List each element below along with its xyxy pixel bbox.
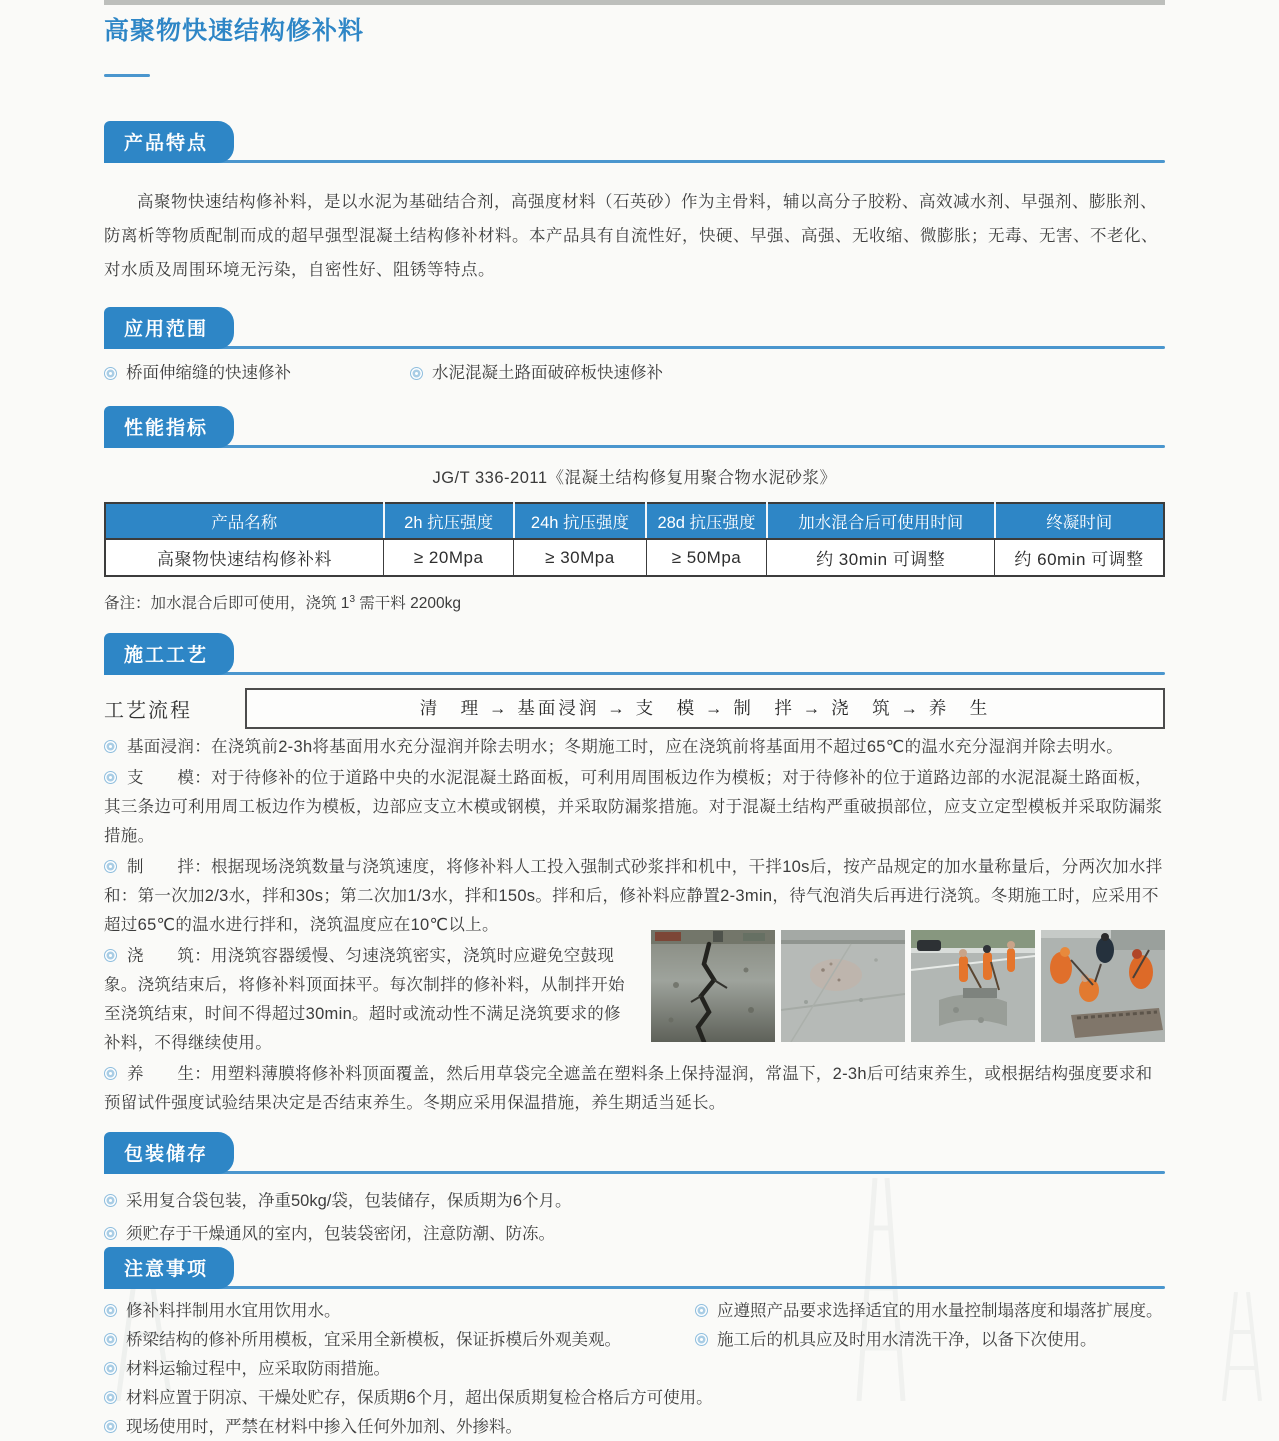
process-step-formwork <box>104 764 1165 851</box>
storage-item <box>104 1186 1165 1216</box>
storage-items <box>104 1186 1165 1249</box>
note-item <box>104 1413 1165 1441</box>
section-header-line <box>104 445 1165 448</box>
note-item-text: 材料应置于阴凉、干燥处贮存，保质期6个月，超出保质期复检合格后方可使用。 <box>126 1389 713 1407</box>
ring-bullet-icon <box>104 1304 117 1317</box>
table-note <box>104 591 1165 613</box>
storage-item-text: 须贮存于干燥通风的室内，包装袋密闭，注意防潮、防冻。 <box>126 1225 555 1243</box>
ring-bullet-icon <box>695 1304 708 1317</box>
pavement-crack-photo <box>651 930 775 1042</box>
table-header-cell: 28d 抗压强度 <box>646 503 767 539</box>
note-item-text: 现场使用时，严禁在材料中掺入任何外加剂、外掺料。 <box>126 1418 522 1436</box>
section-header-notes <box>104 1253 1165 1289</box>
notes-items <box>104 1297 1165 1441</box>
step-term: 养 生： <box>127 1065 211 1083</box>
note-item <box>104 1355 1165 1383</box>
section-header-storage <box>104 1138 1165 1174</box>
table-cell-24h-strength: ≥ 30Mpa <box>514 539 646 576</box>
table-cell-2h-strength: ≥ 20Mpa <box>384 539 514 576</box>
step-term: 基面浸润： <box>127 738 211 756</box>
step-term: 制 拌： <box>127 858 211 876</box>
section-badge-storage: 包装储存 <box>104 1132 234 1174</box>
application-item <box>410 362 663 384</box>
ring-bullet-icon <box>104 771 117 784</box>
ring-bullet-icon <box>104 367 117 380</box>
damaged-surface-photo <box>781 930 905 1042</box>
ring-bullet-icon <box>104 1362 117 1375</box>
construction-photos <box>651 930 1165 1042</box>
table-row <box>105 539 1164 576</box>
table-header-cell: 24h 抗压强度 <box>514 503 646 539</box>
table-cell-product-name: 高聚物快速结构修补料 <box>105 539 384 576</box>
ring-bullet-icon <box>104 740 117 753</box>
storage-item <box>104 1219 1165 1249</box>
standard-reference: JG/T 336-2011《混凝土结构修复用聚合物水泥砂浆》 <box>432 469 837 487</box>
process-flow-label: 工艺流程 <box>104 700 192 722</box>
table-header-cell: 产品名称 <box>105 503 384 539</box>
process-step-mixing <box>104 853 1165 940</box>
ring-bullet-icon <box>104 1227 117 1240</box>
section-header-line <box>104 346 1165 349</box>
table-header-cell: 加水混合后可使用时间 <box>767 503 995 539</box>
step-term: 支 模： <box>127 769 211 787</box>
section-header-performance <box>104 412 1165 448</box>
ring-bullet-icon <box>104 1067 117 1080</box>
features-paragraph: 高聚物快速结构修补料，是以水泥为基础结合剂，高强度材料（石英砂）作为主骨料，辅以高分子胶粉、高效减水剂、早强剂、膨胀剂、防离析等物质配制而成的超早强型混凝土结构修补材料。本产品具有自流性好，快硬、早强、高强、无收缩、微膨胀；无毒、无害、不老化、对水质及周围环境无污染，自密性好、阻锈等特点。 <box>104 193 1158 279</box>
notes-right-column <box>695 1297 1163 1355</box>
road-repair-crew-photo <box>911 930 1035 1042</box>
title-underline <box>104 74 150 77</box>
ring-bullet-icon <box>104 860 117 873</box>
section-badge-process: 施工工艺 <box>104 633 234 675</box>
section-badge-application: 应用范围 <box>104 307 234 349</box>
note-item <box>695 1297 1163 1325</box>
ring-bullet-icon <box>104 949 117 962</box>
patch-paving-crew-photo <box>1041 930 1165 1042</box>
note-item-text: 材料运输过程中，应采取防雨措施。 <box>126 1360 390 1378</box>
step-term: 浇 筑： <box>127 947 211 965</box>
ring-bullet-icon <box>410 367 423 380</box>
section-header-features <box>104 127 1165 163</box>
application-item-label: 桥面伸缩缝的快速修补 <box>126 364 291 382</box>
table-note-superscript: 3 <box>349 593 355 605</box>
application-items <box>104 362 1165 384</box>
ring-bullet-icon <box>104 1420 117 1433</box>
ring-bullet-icon <box>104 1391 117 1404</box>
step-text: 用塑料薄膜将修补料顶面覆盖，然后用草袋完全遮盖在塑料条上保持湿润，常温下，2-3h后可结束养生，或根据结构强度要求和预留试件强度试验结果决定是否结束养生。冬期应采用保温措施，养生期适当延长。 <box>104 1065 1153 1112</box>
process-step-curing <box>104 1060 1165 1118</box>
note-item-text: 应遵照产品要求选择适宜的用水量控制塌落度和塌落扩展度。 <box>717 1302 1163 1320</box>
application-item-label: 水泥混凝土路面破碎板快速修补 <box>432 364 663 382</box>
step-text: 根据现场浇筑数量与浇筑速度，将修补料人工投入强制式砂浆拌和机中，干拌10s后，按产品规定的加水量称量后，分两次加水拌和：第一次加2/3水，拌和30s；第二次加1/3水，拌和150s。拌和后，修补料应静置2-3min，待气泡消失后再进行浇筑。冬期施工时，应采用不超过65℃的温水进行拌和，浇筑温度应在10℃以上。 <box>104 858 1163 934</box>
step-text: 用浇筑容器缓慢、匀速浇筑密实，浇筑时应避免空鼓现象。浇筑结束后，将修补料顶面抹平。每次制拌的修补料，从制拌开始至浇筑结束，时间不得超过30min。超时或流动性不满足浇筑要求的修补料，不得继续使用。 <box>104 947 625 1052</box>
section-header-line <box>104 1171 1165 1174</box>
table-header-row <box>105 503 1164 539</box>
table-header-cell: 终凝时间 <box>995 503 1164 539</box>
process-step-pouring <box>104 942 1165 1058</box>
process-flow-box: 清 理 → 基面浸润 → 支 模 → 制 拌 → 浇 筑 → 养 生 <box>245 688 1165 729</box>
table-note-text: 需干料 2200kg <box>355 595 461 612</box>
note-item-text: 桥梁结构的修补所用模板，宜采用全新模板，保证拆模后外观美观。 <box>126 1331 621 1349</box>
performance-table <box>104 502 1165 577</box>
table-header-cell: 2h 抗压强度 <box>384 503 514 539</box>
section-header-line <box>104 672 1165 675</box>
step-text: 对于待修补的位于道路中央的水泥混凝土路面板，可利用周围板边作为模板；对于待修补的位于道路边部的水泥混凝土路面板，其三条边可利用周工板边作为模板，边部应支立木模或钢模，并采取防漏浆措施。对于混凝土结构严重破损部位，应支立定型模板并采取防漏浆措施。 <box>104 769 1163 845</box>
table-cell-28d-strength: ≥ 50Mpa <box>646 539 767 576</box>
process-step-wetting <box>104 733 1165 762</box>
section-header-process <box>104 639 1165 675</box>
section-badge-performance: 性能指标 <box>104 406 234 448</box>
note-item-text: 施工后的机具应及时用水清洗干净，以备下次使用。 <box>717 1331 1097 1349</box>
process-steps <box>104 733 1165 1118</box>
section-badge-features: 产品特点 <box>104 121 234 163</box>
table-note-text: 备注：加水混合后即可使用，浇筑 1 <box>104 595 350 612</box>
table-cell-usable-time: 约 30min 可调整 <box>767 539 995 576</box>
table-cell-final-set-time: 约 60min 可调整 <box>995 539 1164 576</box>
section-header-line <box>104 1286 1165 1289</box>
section-header-application <box>104 313 1165 349</box>
process-body <box>104 688 1165 1118</box>
ring-bullet-icon <box>104 1194 117 1207</box>
ring-bullet-icon <box>104 1333 117 1346</box>
ring-bullet-icon <box>695 1333 708 1346</box>
section-badge-notes: 注意事项 <box>104 1247 234 1289</box>
storage-item-text: 采用复合袋包装，净重50kg/袋，包装储存，保质期为6个月。 <box>126 1192 572 1210</box>
process-flow-row <box>104 688 1165 729</box>
note-item-text: 修补料拌制用水宜用饮用水。 <box>126 1302 341 1320</box>
step-text: 在浇筑前2-3h将基面用水充分湿润并除去明水；冬期施工时，应在浇筑前将基面用不超过65℃的温水充分湿润并除去明水。 <box>211 738 1124 756</box>
note-item <box>695 1326 1163 1354</box>
section-header-line <box>104 160 1165 163</box>
application-item <box>104 362 410 384</box>
note-item <box>104 1384 1165 1412</box>
page-title: 高聚物快速结构修补料 <box>104 17 365 45</box>
